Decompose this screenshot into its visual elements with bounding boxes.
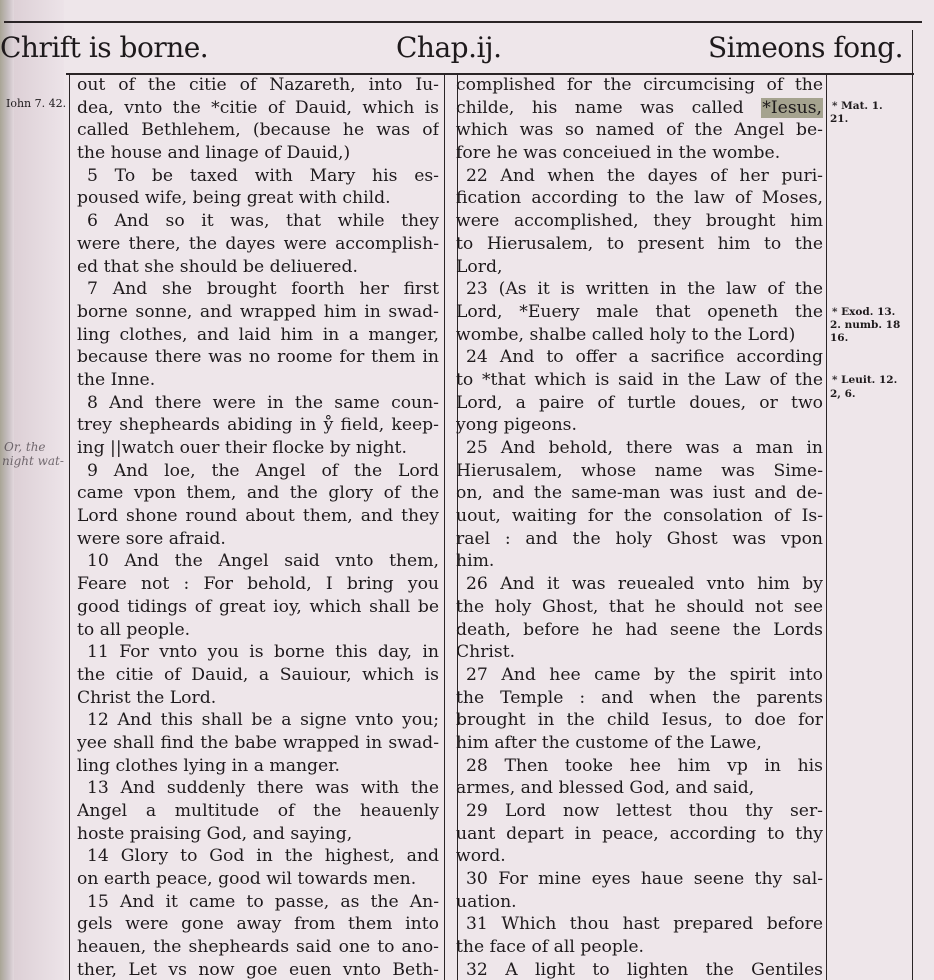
- text-line: wombe, shalbe called holy to the Lord): [456, 324, 796, 345]
- text-line: which was so named of the Angel be-: [456, 120, 823, 141]
- text-line: dea, vnto the *citie of Dauid, which is: [77, 97, 439, 118]
- text-line: 26 And it was reuealed vnto him by: [466, 574, 823, 595]
- text-line: 11 For vnto you is borne this day, in: [87, 642, 439, 663]
- margin-note-mat-verse: 21.: [830, 113, 849, 125]
- text-line: heauen, the shepheards said one to ano-: [77, 937, 439, 958]
- margin-ref-john: Iohn 7. 42.: [6, 97, 67, 110]
- text-line: ling clothes, and laid him in a manger,: [77, 324, 439, 345]
- header-left-title: Chrift is borne.: [0, 31, 209, 64]
- page-gutter-shade: [14, 0, 64, 980]
- text-line: the holy Ghost, that he should not see: [456, 596, 823, 617]
- margin-note-leuit: * Leuit. 12.: [832, 374, 898, 386]
- text-line: 22 And when the dayes of her puri-: [466, 165, 823, 186]
- text-line: came vpon them, and the glory of the: [77, 483, 439, 504]
- text-line: 6 And so it was, that while they: [87, 211, 439, 232]
- margin-gloss-2: night wat-: [2, 454, 64, 468]
- text-line: fication according to the law of Moses,: [456, 188, 823, 209]
- text-line: the Temple : and when the parents: [456, 687, 823, 708]
- text-line: ed that she should be deliuered.: [77, 256, 358, 277]
- text-line: the Inne.: [77, 369, 156, 390]
- text-line: 5 To be taxed with Mary his es-: [87, 165, 439, 186]
- text-line: to *that which is said in the Law of the: [456, 369, 823, 390]
- text-line: fore he was conceiued in the wombe.: [456, 143, 781, 164]
- text-line: ther, Let vs now goe euen vnto Beth-: [77, 959, 439, 980]
- text-line: 9 And loe, the Angel of the Lord: [87, 460, 439, 481]
- text-line: Lord, *Euery male that openeth the: [456, 301, 823, 322]
- text-line: to all people.: [77, 619, 191, 640]
- text-line: were there, the dayes were accomplish-: [77, 233, 439, 254]
- outer-right-rule: [912, 30, 913, 980]
- text-line: the house and linage of Dauid,): [77, 143, 351, 164]
- text-line: Christ.: [456, 642, 516, 663]
- text-line: ing ||watch ouer their flocke by night.: [77, 438, 407, 458]
- text-line: on earth peace, good wil towards men.: [77, 869, 417, 890]
- highlighted-word: *Iesus,: [762, 97, 822, 118]
- text-line: gels were gone away from them into: [77, 914, 439, 935]
- text-line: 13 And suddenly there was with the: [87, 778, 439, 799]
- text-line: the face of all people.: [456, 937, 645, 958]
- text-line: uout, waiting for the consolation of Is-: [456, 506, 823, 527]
- text-line: yee shall find the babe wrapped in swad-: [77, 732, 439, 753]
- text-line: 12 And this shall be a signe vnto you;: [87, 710, 439, 731]
- text-line: 14 Glory to God in the highest, and: [87, 846, 439, 867]
- text-line: Lord, a paire of turtle doues, or two: [456, 392, 823, 413]
- text-line: called Bethlehem, (because he was of: [77, 120, 439, 141]
- text-line: 27 And hee came by the spirit into: [466, 664, 823, 685]
- text-line: Christ the Lord.: [77, 687, 217, 708]
- page-edge: [0, 0, 14, 980]
- text-line: rael : and the holy Ghost was vpon: [456, 528, 823, 549]
- text-line: yong pigeons.: [456, 415, 577, 436]
- text-line: because there was no roome for them in: [77, 347, 439, 368]
- text-line: 32 A light to lighten the Gentiles: [466, 959, 823, 980]
- text-line: 8 And there were in the same coun-: [87, 392, 439, 413]
- text-line: death, before he had seene the Lords: [456, 619, 823, 640]
- text-line: word.: [456, 846, 506, 867]
- text-line: were sore afraid.: [77, 528, 226, 549]
- text-line: good tidings of great ioy, which shall be: [77, 596, 439, 617]
- text-line: uant depart in peace, according to thy: [456, 823, 823, 844]
- text-line: ling clothes lying in a manger.: [77, 755, 340, 776]
- margin-note-mat: * Mat. 1.: [832, 100, 883, 112]
- margin-note-numb-verse: 16.: [830, 332, 849, 344]
- text-line: Lord,: [456, 256, 503, 277]
- text-line: trey shepheards abiding in ẙ field, keep-: [77, 415, 439, 436]
- text-line: were accomplished, they brought him: [456, 211, 823, 232]
- text-line: childe, his name was called *Iesus,: [456, 97, 822, 118]
- margin-gloss-1: Or, the: [4, 440, 46, 454]
- text-line: 7 And she brought foorth her first: [87, 279, 439, 300]
- text-line: poused wife, being great with child.: [77, 188, 391, 209]
- text-line: brought in the child Iesus, to doe for: [456, 710, 823, 731]
- text-line: 30 For mine eyes haue seene thy sal-: [466, 869, 823, 890]
- text-line: uation.: [456, 891, 517, 912]
- text-line: him.: [456, 551, 495, 572]
- text-line: out of the citie of Nazareth, into Iu-: [77, 75, 439, 95]
- right-column-rule: [826, 74, 827, 980]
- text-line: the citie of Dauid, a Sauiour, which is: [77, 664, 439, 685]
- header-right-title: Simeons fong.: [708, 31, 903, 64]
- margin-note-exod: * Exod. 13.: [832, 306, 896, 318]
- running-header: [0, 24, 922, 72]
- header-top-rule: [4, 21, 922, 23]
- left-column-rule: [69, 74, 70, 980]
- margin-note-numb: 2. numb. 18: [830, 319, 901, 331]
- text-line: 29 Lord now lettest thou thy ser-: [466, 801, 823, 821]
- header-chapter: Chap.ij.: [396, 31, 502, 64]
- text-line: borne sonne, and wrapped him in swad-: [77, 301, 439, 322]
- text-line: complished for the circumcising of the: [456, 75, 823, 95]
- margin-note-leuit-verse: 2, 6.: [830, 388, 856, 400]
- text-column-right: [456, 74, 823, 980]
- text-line: armes, and blessed God, and said,: [456, 778, 755, 799]
- text-line: 24 And to offer a sacrifice according: [466, 347, 823, 368]
- text-line: Lord shone round about them, and they: [77, 506, 439, 527]
- text-line: Hierusalem, whose name was Sime-: [456, 460, 823, 481]
- center-rule-a: [444, 74, 445, 980]
- text-line: 23 (As it is written in the law of the: [466, 279, 823, 300]
- text-line: 31 Which thou hast prepared before: [466, 914, 823, 935]
- text-line: to Hierusalem, to present him to the: [456, 233, 823, 254]
- text-line: him after the custome of the Lawe,: [456, 732, 762, 753]
- text-line: 15 And it came to passe, as the An-: [87, 891, 439, 912]
- text-line: 10 And the Angel said vnto them,: [87, 551, 439, 572]
- text-line: 28 Then tooke hee him vp in his: [466, 755, 823, 776]
- text-line: Angel a multitude of the heauenly: [77, 801, 439, 821]
- text-line: Feare not : For behold, I bring you: [77, 574, 439, 595]
- text-line: hoste praising God, and saying,: [77, 823, 353, 844]
- text-line: on, and the same-man was iust and de-: [456, 483, 823, 504]
- text-column-left: [77, 74, 439, 980]
- text-line: 25 And behold, there was a man in: [466, 438, 823, 458]
